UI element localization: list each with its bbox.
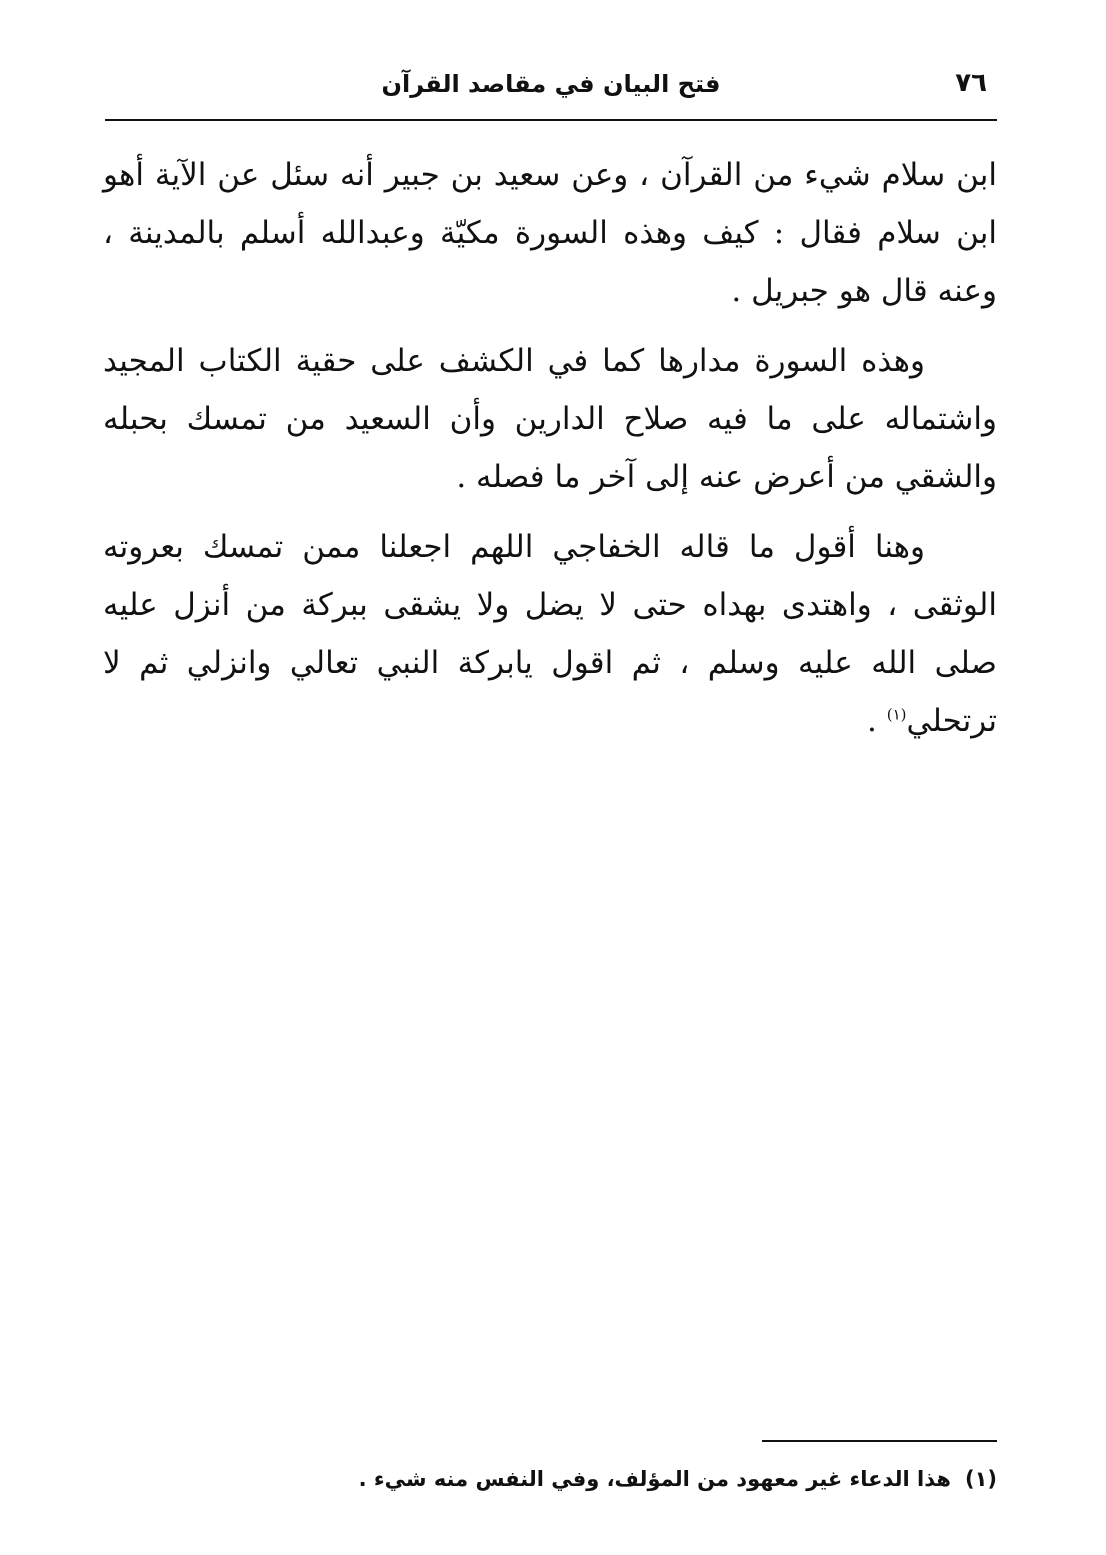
paragraph-2: وهذه السورة مدارها كما في الكشف على حقية الكتاب المجيد واشتماله على ما فيه صلاح الدارين وأن السعيد من تمسك بحبله والشقي من أعرض عنه إلى آخر ما فصله . bbox=[103, 343, 997, 495]
footnotes bbox=[105, 1462, 997, 1496]
page-number: ٧٦ bbox=[955, 68, 987, 98]
running-title: فتح البيان في مقاصد القرآن bbox=[381, 70, 721, 98]
footnote-marker: (١) bbox=[964, 1467, 997, 1491]
paragraph-3-closing: . bbox=[867, 703, 887, 739]
page-header bbox=[105, 62, 997, 114]
main-text bbox=[103, 146, 997, 762]
footnote-rule bbox=[762, 1440, 997, 1442]
paragraph-1: ابن سلام شيء من القرآن ، وعن سعيد بن جبير أنه سئل عن الآية أهو ابن سلام فقال : كيف وهذه السورة مكيّة وعبدالله أسلم بالمدينة ، وعنه قال هو جبريل . bbox=[103, 157, 997, 309]
paragraph-3-text: وهنا أقول ما قاله الخفاجي اللهم اجعلنا ممن تمسك بعروته الوثقى ، واهتدى بهداه حتى لا يضل ولا يشقى ببركة من أنزل عليه صلى الله عليه وسلم ، ثم اقول يابركة النبي تعالي وانزلي ثم لا ترتحلي bbox=[103, 529, 997, 739]
header-rule bbox=[105, 119, 997, 121]
paragraph-3 bbox=[103, 518, 997, 750]
footnote-text: هذا الدعاء غير معهود من المؤلف، وفي النفس منه شيء . bbox=[358, 1467, 951, 1491]
footnote-reference[interactable]: (١) bbox=[886, 705, 907, 724]
footnote-item bbox=[105, 1462, 997, 1496]
